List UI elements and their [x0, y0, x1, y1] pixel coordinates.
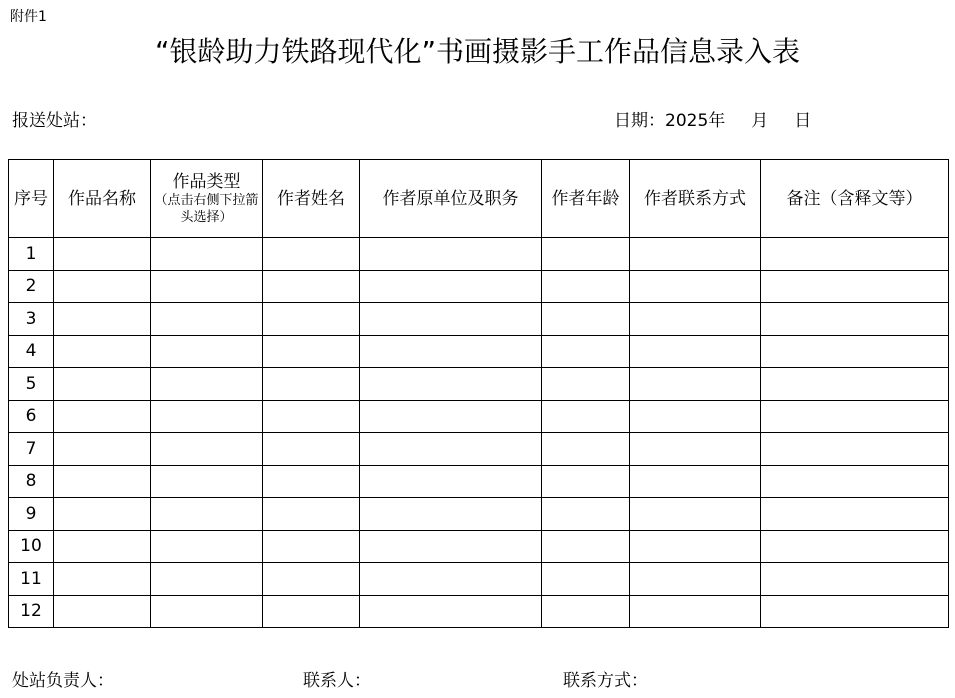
header-work-type: 作品类型 （点击右侧下拉箭头选择） [151, 160, 263, 238]
table-row [9, 563, 949, 596]
attachment-label: 附件1 [10, 9, 47, 25]
work-type-cell[interactable] [151, 335, 263, 368]
author-unit-cell[interactable] [360, 433, 542, 466]
author-unit-cell[interactable] [360, 465, 542, 498]
author-contact-cell[interactable] [630, 530, 761, 563]
seq-cell: 8 [9, 465, 54, 498]
remarks-cell[interactable] [761, 368, 949, 401]
seq-cell: 9 [9, 498, 54, 531]
work-type-cell[interactable] [151, 530, 263, 563]
table-row [9, 433, 949, 466]
author-name-cell[interactable] [263, 270, 360, 303]
remarks-cell[interactable] [761, 465, 949, 498]
author-unit-cell[interactable] [360, 335, 542, 368]
seq-cell: 3 [9, 303, 54, 336]
author-name-cell[interactable] [263, 433, 360, 466]
header-work-name: 作品名称 [54, 160, 151, 238]
remarks-cell[interactable] [761, 530, 949, 563]
table-row [9, 335, 949, 368]
author-name-cell[interactable] [263, 465, 360, 498]
author-unit-cell[interactable] [360, 498, 542, 531]
remarks-cell[interactable] [761, 400, 949, 433]
work-type-cell[interactable] [151, 595, 263, 628]
work-name-cell[interactable] [54, 238, 151, 271]
date-label: 日期：2025年 [614, 111, 726, 131]
table-row [9, 238, 949, 271]
author-unit-cell[interactable] [360, 368, 542, 401]
remarks-cell[interactable] [761, 303, 949, 336]
author-name-cell[interactable] [263, 238, 360, 271]
author-contact-cell[interactable] [630, 498, 761, 531]
header-author-unit: 作者原单位及职务 [360, 160, 542, 238]
footer-contact-method: 联系方式： [563, 671, 648, 691]
author-contact-cell[interactable] [630, 465, 761, 498]
author-contact-cell[interactable] [630, 368, 761, 401]
work-name-cell[interactable] [54, 530, 151, 563]
remarks-cell[interactable] [761, 270, 949, 303]
work-name-cell[interactable] [54, 498, 151, 531]
work-type-cell[interactable] [151, 498, 263, 531]
author-age-cell[interactable] [542, 433, 630, 466]
author-unit-cell[interactable] [360, 238, 542, 271]
work-type-cell[interactable] [151, 238, 263, 271]
date-month: 月 [751, 111, 769, 131]
author-age-cell[interactable] [542, 238, 630, 271]
author-unit-cell[interactable] [360, 530, 542, 563]
table-row [9, 270, 949, 303]
remarks-cell[interactable] [761, 335, 949, 368]
author-age-cell[interactable] [542, 400, 630, 433]
table-row [9, 400, 949, 433]
entry-table [8, 159, 949, 628]
author-unit-cell[interactable] [360, 400, 542, 433]
author-contact-cell[interactable] [630, 238, 761, 271]
author-age-cell[interactable] [542, 335, 630, 368]
author-contact-cell[interactable] [630, 433, 761, 466]
work-type-cell[interactable] [151, 303, 263, 336]
table-row [9, 595, 949, 628]
remarks-cell[interactable] [761, 433, 949, 466]
work-name-cell[interactable] [54, 433, 151, 466]
table-row [9, 498, 949, 531]
work-type-hint: （点击右侧下拉箭头选择） [154, 192, 259, 225]
author-unit-cell[interactable] [360, 595, 542, 628]
station-label: 报送处站： [12, 111, 97, 131]
seq-cell: 2 [9, 270, 54, 303]
author-unit-cell[interactable] [360, 303, 542, 336]
table-row [9, 368, 949, 401]
header-seq: 序号 [9, 160, 54, 238]
work-type-cell[interactable] [151, 563, 263, 596]
table-row [9, 465, 949, 498]
author-age-cell[interactable] [542, 303, 630, 336]
seq-cell: 10 [9, 530, 54, 563]
author-unit-cell[interactable] [360, 270, 542, 303]
seq-cell: 4 [9, 335, 54, 368]
header-row [9, 160, 949, 238]
author-name-cell[interactable] [263, 303, 360, 336]
table-row [9, 530, 949, 563]
work-name-cell[interactable] [54, 465, 151, 498]
remarks-cell[interactable] [761, 498, 949, 531]
author-name-cell[interactable] [263, 530, 360, 563]
work-name-cell[interactable] [54, 400, 151, 433]
work-name-cell[interactable] [54, 563, 151, 596]
author-age-cell[interactable] [542, 595, 630, 628]
seq-cell: 12 [9, 595, 54, 628]
header-remarks: 备注（含释文等） [761, 160, 949, 238]
author-contact-cell[interactable] [630, 335, 761, 368]
author-name-cell[interactable] [263, 335, 360, 368]
author-age-cell[interactable] [542, 530, 630, 563]
header-author-age: 作者年龄 [542, 160, 630, 238]
author-contact-cell[interactable] [630, 303, 761, 336]
seq-cell: 7 [9, 433, 54, 466]
seq-cell: 6 [9, 400, 54, 433]
date-day: 日 [794, 111, 812, 131]
author-name-cell[interactable] [263, 595, 360, 628]
remarks-cell[interactable] [761, 595, 949, 628]
header-author-name: 作者姓名 [263, 160, 360, 238]
table-row [9, 303, 949, 336]
page-title: “银龄助力铁路现代化”书画摄影手工作品信息录入表 [154, 35, 800, 68]
author-contact-cell[interactable] [630, 563, 761, 596]
seq-cell: 11 [9, 563, 54, 596]
work-type-cell[interactable] [151, 465, 263, 498]
work-name-cell[interactable] [54, 368, 151, 401]
work-type-cell[interactable] [151, 400, 263, 433]
author-contact-cell[interactable] [630, 270, 761, 303]
author-age-cell[interactable] [542, 270, 630, 303]
author-name-cell[interactable] [263, 368, 360, 401]
seq-cell: 5 [9, 368, 54, 401]
author-age-cell[interactable] [542, 498, 630, 531]
author-contact-cell[interactable] [630, 400, 761, 433]
work-name-cell[interactable] [54, 595, 151, 628]
author-age-cell[interactable] [542, 465, 630, 498]
author-unit-cell[interactable] [360, 563, 542, 596]
date-line [614, 106, 811, 131]
seq-cell: 1 [9, 238, 54, 271]
author-age-cell[interactable] [542, 563, 630, 596]
author-name-cell[interactable] [263, 498, 360, 531]
header-author-contact: 作者联系方式 [630, 160, 761, 238]
work-type-cell[interactable] [151, 368, 263, 401]
work-type-cell[interactable] [151, 270, 263, 303]
author-name-cell[interactable] [263, 563, 360, 596]
work-name-cell[interactable] [54, 335, 151, 368]
author-name-cell[interactable] [263, 400, 360, 433]
author-contact-cell[interactable] [630, 595, 761, 628]
work-type-cell[interactable] [151, 433, 263, 466]
remarks-cell[interactable] [761, 238, 949, 271]
author-age-cell[interactable] [542, 368, 630, 401]
footer-contact-person: 联系人： [303, 671, 371, 691]
work-name-cell[interactable] [54, 270, 151, 303]
remarks-cell[interactable] [761, 563, 949, 596]
work-name-cell[interactable] [54, 303, 151, 336]
footer-responsible: 处站负责人： [12, 671, 114, 691]
